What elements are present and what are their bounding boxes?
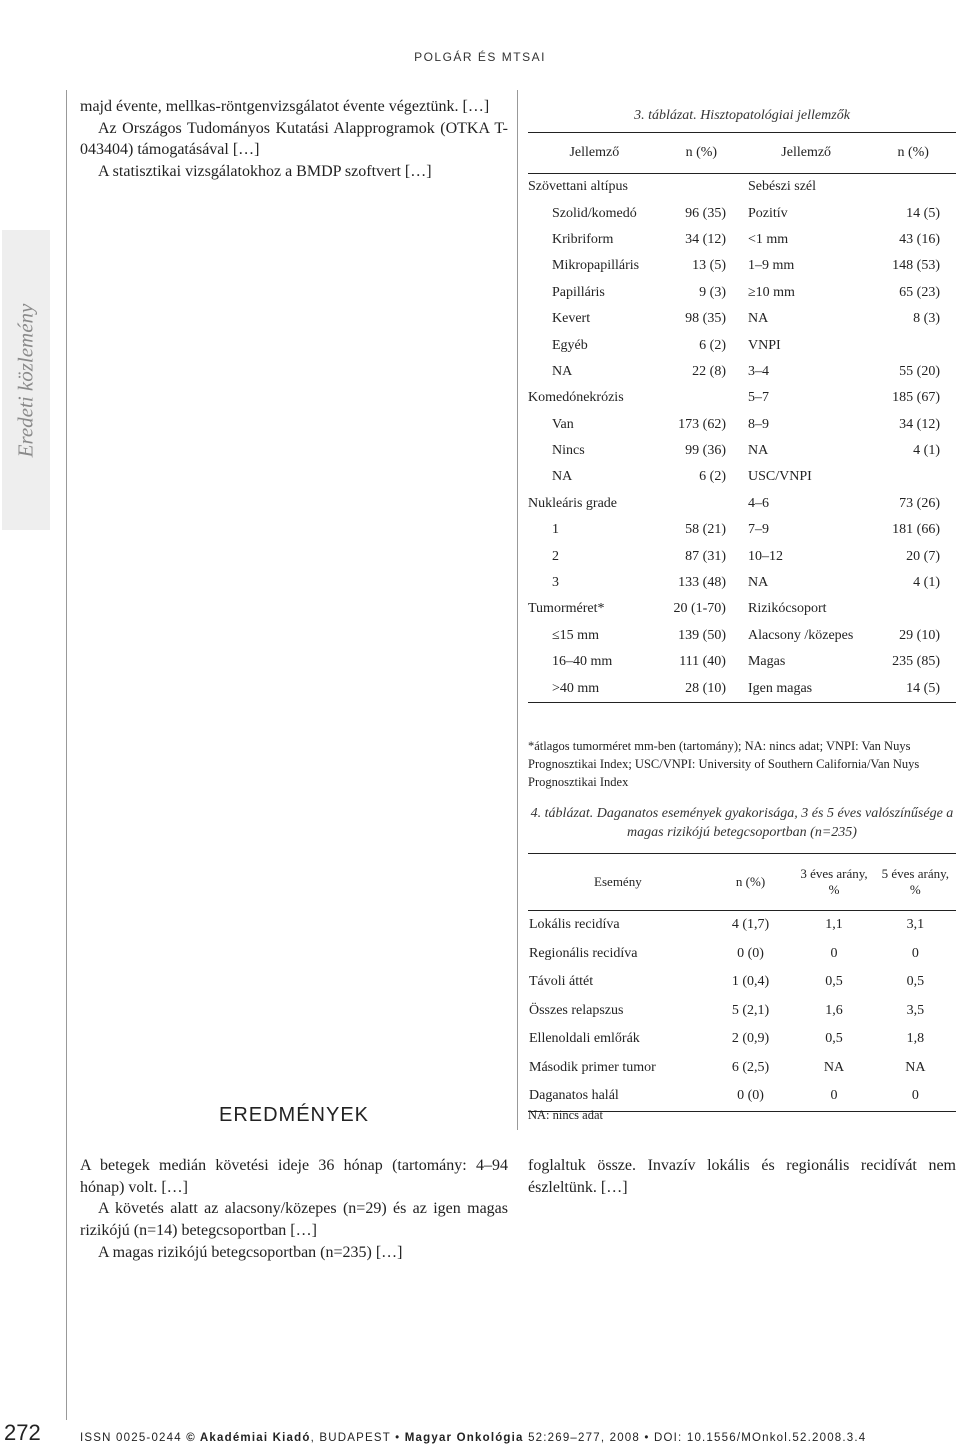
table3-cell: 235 (85) (892, 654, 940, 670)
table3-cell: 22 (8) (692, 363, 726, 379)
table3-header: Jellemző (528, 133, 661, 174)
table4-note: NA: nincs adat (528, 1108, 603, 1122)
table3-cell: 20 (7) (906, 548, 940, 564)
table4-row (528, 940, 956, 969)
table4-header: n (%) (708, 854, 794, 911)
table3-cell: 98 (35) (685, 311, 726, 327)
footer-publisher: © Akadémiai Kiadó (186, 1432, 311, 1444)
table4-row (528, 1082, 956, 1111)
table3-cell (870, 464, 956, 490)
table3-row (528, 570, 956, 596)
table3 (528, 132, 956, 703)
table3-cell: 133 (48) (678, 575, 726, 591)
table3-cell: 73 (26) (899, 495, 940, 511)
table3-cell: Mikropapilláris (552, 258, 640, 274)
table4-cell: Regionális recidíva (529, 945, 638, 961)
table3-row (528, 543, 956, 569)
table4-header: Esemény (528, 854, 708, 911)
table4-cell: 1 (0,4) (731, 974, 770, 990)
table3-header: n (%) (661, 133, 742, 174)
table3-cell: 14 (5) (906, 205, 940, 221)
table3-cell (870, 596, 956, 622)
table3-row (528, 200, 956, 226)
table4-cell: 0 (0) (737, 945, 764, 961)
table3-row (528, 385, 956, 411)
table3-cell: Nukleáris grade (528, 495, 618, 511)
table3-cell: 34 (12) (899, 416, 940, 432)
footer-volume: 52:269–277, 2008 • DOI: 10.1556/MOnkol.52.2008.3.4 (528, 1432, 867, 1444)
table3-cell: 6 (2) (699, 469, 726, 485)
table3-row (528, 623, 956, 649)
table4-row (528, 1054, 956, 1083)
table4-cell: 0 (911, 945, 919, 961)
table3-cell: 148 (53) (892, 258, 940, 274)
table4-cell: 1,8 (906, 1031, 925, 1047)
table3-row (528, 332, 956, 358)
table4-cell: 0,5 (825, 1031, 843, 1047)
table4-cell: 0,5 (825, 974, 843, 990)
table4-cell: 0 (0) (708, 1082, 794, 1111)
column-divider (517, 90, 518, 1130)
table3-cell (661, 385, 742, 411)
body-text-left (80, 96, 508, 183)
table3-row (528, 359, 956, 385)
table3-cell (661, 174, 742, 201)
table3-cell: 65 (23) (899, 284, 940, 300)
table4-cell: Ellenoldali emlőrák (529, 1031, 640, 1047)
table3-cell: 8 (3) (913, 311, 940, 327)
table3-cell (870, 174, 956, 201)
table3-note: *átlagos tumorméret mm-ben (tartomány); NA: nincs adat; VNPI: Van Nuys Prognosztikai Index; USC/VNPI: University of Southern California/Van Nuys Prognosztikai Index (528, 739, 920, 789)
table3-cell: NA (552, 363, 573, 379)
table3-row (528, 174, 956, 201)
table3-row (528, 280, 956, 306)
table3-cell: NA (747, 575, 769, 591)
side-label (2, 230, 50, 530)
table4 (528, 853, 956, 1112)
table3-row (528, 412, 956, 438)
table4-cell: 6 (2,5) (731, 1059, 770, 1075)
table3-cell: Papilláris (552, 284, 605, 300)
footer (80, 1432, 866, 1444)
table3-cell: 3 (552, 575, 559, 591)
table3-cell: 87 (31) (685, 548, 726, 564)
table4-cell: 0 (875, 1082, 956, 1111)
table3-cell: 6 (2) (699, 337, 726, 353)
paragraph: A követés alatt az alacsony/közepes (n=29) és az igen magas rizikójú (n=14) betegcsoportban […] (80, 1200, 508, 1240)
paragraph: Az Országos Tudományos Kutatási Alapprogramok (OTKA T-043404) támogatásával […] (80, 119, 508, 159)
table4-cell: 0,5 (906, 974, 925, 990)
table3-cell: 4 (1) (913, 443, 940, 459)
table3-cell: 4–6 (747, 495, 769, 511)
table3-cell: 9 (3) (699, 284, 726, 300)
footer-city: , BUDAPEST • (310, 1432, 401, 1444)
table3-cell: ≤15 mm (552, 627, 599, 643)
footer-issn: ISSN 0025-0244 (80, 1432, 182, 1444)
left-margin-rule (66, 90, 67, 1420)
table4-cell: Távoli áttét (529, 974, 594, 990)
paragraph: A magas rizikójú betegcsoportban (n=235) […] (98, 1243, 403, 1261)
table4-cell: 1,1 (825, 917, 843, 933)
table3-cell: Rizikócsoport (747, 601, 827, 617)
body-text-left-bottom (80, 1155, 508, 1264)
table3-cell: 173 (62) (678, 416, 726, 432)
table3-cell: 28 (10) (661, 675, 742, 702)
table4-cell: Lokális recidíva (529, 917, 620, 933)
table3-cell: Van (552, 416, 574, 432)
table3-cell: 2 (552, 548, 559, 564)
table3-cell: NA (747, 443, 769, 459)
section-title: EREDMÉNYEK (218, 1104, 370, 1126)
table4-cell: 0 (793, 1082, 874, 1111)
table4-cell: Második primer tumor (529, 1059, 656, 1075)
table4-header: 3 éves arány, % (793, 854, 874, 911)
table3-row (528, 464, 956, 490)
table3-caption: 3. táblázat. Hisztopatológiai jellemzők (634, 108, 850, 123)
table3-cell: <1 mm (747, 231, 789, 247)
table3-cell: 5–7 (747, 390, 769, 406)
paragraph: foglaltuk össze. Invazív lokális és regionális recidívát nem észleltünk. […] (528, 1157, 956, 1196)
table3-cell: 8–9 (747, 416, 769, 432)
table4-row (528, 997, 956, 1026)
table3-cell: 43 (16) (899, 231, 940, 247)
table3-cell: ≥10 mm (747, 284, 795, 300)
table3-cell: 13 (5) (692, 258, 726, 274)
table3-cell: 58 (21) (685, 522, 726, 538)
table3-cell: Magas (747, 654, 786, 670)
table4-cell: Daganatos halál (528, 1082, 708, 1111)
table3-cell: 7–9 (747, 522, 769, 538)
table4-cell: 3,5 (906, 1002, 925, 1018)
table3-row (528, 596, 956, 622)
table4-cell: NA (823, 1059, 845, 1075)
table3-cell: VNPI (747, 337, 781, 353)
table4-header: 5 éves arány, % (875, 854, 956, 911)
table3-row (528, 491, 956, 517)
table3-cell: 1 (552, 522, 559, 538)
table3-cell: 99 (36) (685, 443, 726, 459)
table3-cell: Szolid/komedó (552, 205, 637, 221)
side-label-text: Eredeti közlemény (13, 303, 38, 457)
table3-cell: 14 (5) (870, 675, 956, 702)
table3-cell: Komedónekrózis (528, 390, 624, 406)
table4-cell: 2 (0,9) (731, 1031, 770, 1047)
table3-cell: 55 (20) (899, 363, 940, 379)
table3-cell: 139 (50) (678, 627, 726, 643)
table3-cell: Pozitív (747, 205, 788, 221)
table3-row (528, 438, 956, 464)
page-number: 272 (4, 1420, 41, 1445)
table4-row (528, 968, 956, 997)
table3-cell: USC/VNPI (747, 469, 812, 485)
table3-cell: Alacsony /közepes (747, 627, 854, 643)
table4-row (528, 1025, 956, 1054)
table3-cell: Kribriform (552, 231, 614, 247)
paragraph: A statisztikai vizsgálatokhoz a BMDP szoftvert […] (98, 163, 432, 181)
paragraph: A betegek medián követési ideje 36 hónap (tartomány: 4–94 hónap) volt. […] (80, 1157, 508, 1196)
table3-row (528, 649, 956, 675)
table3-cell: 96 (35) (685, 205, 726, 221)
table3-cell: Sebészi szél (747, 179, 817, 195)
table3-cell: 181 (66) (892, 522, 940, 538)
table4-caption: 4. táblázat. Daganatos események gyakorisága, 3 és 5 éves valószínűsége a magas rizikójú betegcsoportban (n=235) (530, 806, 954, 840)
table3-cell (870, 332, 956, 358)
table4-cell: 4 (1,7) (731, 917, 770, 933)
table3-cell: Egyéb (552, 337, 588, 353)
table3-row (528, 253, 956, 279)
table3-cell: 185 (67) (892, 390, 940, 406)
table3-cell: >40 mm (528, 675, 661, 702)
table3-cell: 111 (40) (679, 654, 726, 670)
footer-journal: Magyar Onkológia (404, 1432, 524, 1444)
table3-cell: NA (747, 311, 769, 327)
running-head: POLGÁR ÉS MTSAI (414, 50, 546, 64)
table3-row (528, 306, 956, 332)
table3-cell: 16–40 mm (552, 654, 613, 670)
table4-cell: NA (905, 1059, 926, 1075)
table4-cell: 5 (2,1) (731, 1002, 770, 1018)
table3-cell: 1–9 mm (747, 258, 795, 274)
table3-cell (661, 491, 742, 517)
table4-cell: 0 (830, 945, 838, 961)
table3-cell: 34 (12) (685, 231, 726, 247)
table3-cell: Tumorméret* (528, 601, 605, 617)
table3-row (528, 517, 956, 543)
table3-cell: 4 (1) (913, 575, 940, 591)
table4-cell: Összes relapszus (529, 1002, 624, 1018)
table3-header: n (%) (870, 133, 956, 174)
table3-cell: 3–4 (747, 363, 769, 379)
table3-row (528, 675, 956, 702)
table3-cell: 29 (10) (899, 627, 940, 643)
table3-header: Jellemző (742, 133, 870, 174)
table3-cell: Szövettani altípus (528, 179, 628, 195)
table3-cell: 20 (1-70) (673, 601, 726, 617)
table3-cell: 10–12 (747, 548, 783, 564)
body-text-right-bottom (528, 1155, 956, 1198)
paragraph: majd évente, mellkas-röntgenvizsgálatot évente végeztünk. […] (80, 98, 490, 115)
table4-row (528, 911, 956, 940)
table3-cell: Igen magas (742, 675, 870, 702)
table4-cell: 3,1 (906, 917, 925, 933)
table4-cell: 1,6 (825, 1002, 843, 1018)
table3-cell: NA (552, 469, 573, 485)
table3-row (528, 227, 956, 253)
table3-cell: Kevert (552, 311, 591, 327)
table3-cell: Nincs (552, 443, 585, 459)
